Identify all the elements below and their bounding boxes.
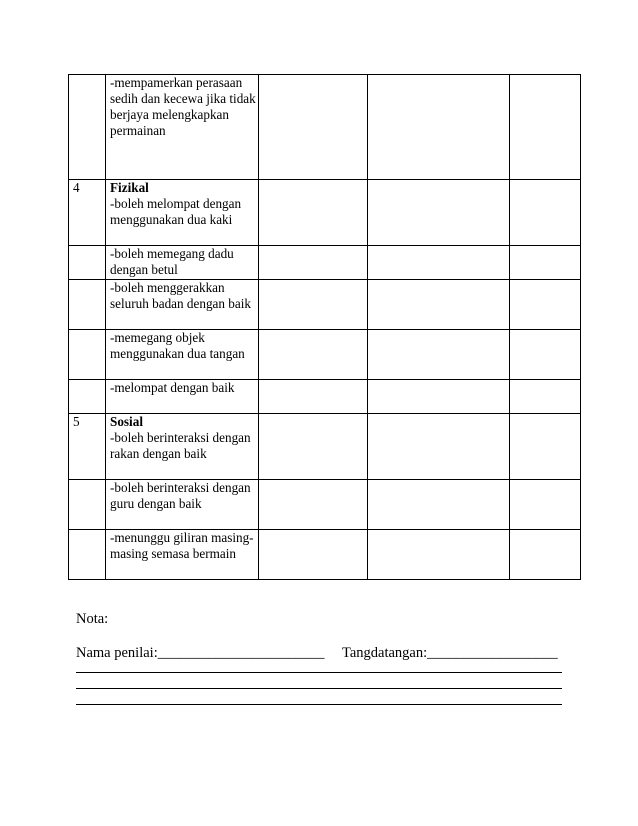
behaviour-cell [106,246,259,280]
behaviour-item: -boleh berinteraksi dengan guru dengan baik [110,480,251,511]
behaviour-item: -melompat dengan baik [110,380,235,395]
category-heading: Fizikal [110,180,149,195]
rating-cell-1[interactable] [259,330,368,380]
table-row [69,414,581,480]
rating-cell-1[interactable] [259,246,368,280]
behaviour-item: -menunggu giliran masing-masing semasa bermain [110,530,254,561]
row-number [69,280,106,330]
behaviour-item: -boleh berinteraksi dengan rakan dengan baik [110,430,251,461]
behaviour-cell [106,75,259,180]
rating-cell-1[interactable] [259,480,368,530]
row-number [69,380,106,414]
rating-cell-2[interactable] [368,180,510,246]
table-row [69,246,581,280]
behaviour-item: -mempamerkan perasaan sedih dan kecewa jika tidak berjaya melengkapkan permainan [110,75,256,138]
rating-cell-2[interactable] [368,75,510,180]
row-number [69,246,106,280]
rating-cell-1[interactable] [259,380,368,414]
behaviour-item: -boleh melompat dengan menggunakan dua kaki [110,196,242,227]
rating-cell-1[interactable] [259,414,368,480]
behaviour-cell [106,414,259,480]
behaviour-item: -memegang objek menggunakan dua tangan [110,330,245,361]
rating-cell-3[interactable] [510,414,581,480]
rating-cell-1[interactable] [259,180,368,246]
behaviour-cell [106,280,259,330]
behaviour-cell [106,180,259,246]
nota-label: Nota: [76,611,109,627]
rating-cell-1[interactable] [259,280,368,330]
checklist-body [69,75,581,580]
notes-line [76,704,562,705]
rating-cell-2[interactable] [368,330,510,380]
notes-lines [76,672,562,720]
row-number: 4 [69,180,106,246]
rating-cell-2[interactable] [368,414,510,480]
row-number [69,75,106,180]
rating-cell-3[interactable] [510,530,581,580]
behaviour-item: -boleh memegang dadu dengan betul [110,246,234,277]
behaviour-cell [106,530,259,580]
table-row [69,75,581,180]
behaviour-cell [106,480,259,530]
rating-cell-2[interactable] [368,280,510,330]
signature-row [76,645,576,662]
assessment-checklist-table [68,74,581,580]
behaviour-cell [106,330,259,380]
table-row [69,180,581,246]
table-row [69,330,581,380]
rating-cell-3[interactable] [510,380,581,414]
notes-line [76,672,562,673]
behaviour-cell [106,380,259,414]
table-row [69,380,581,414]
row-number: 5 [69,414,106,480]
rating-cell-3[interactable] [510,246,581,280]
rating-cell-2[interactable] [368,480,510,530]
rating-cell-2[interactable] [368,380,510,414]
signature-field: Tangdatangan:__________________ [342,645,558,661]
rating-cell-2[interactable] [368,246,510,280]
behaviour-item: -boleh menggerakkan seluruh badan dengan baik [110,280,251,311]
rating-cell-3[interactable] [510,480,581,530]
row-number [69,330,106,380]
category-heading: Sosial [110,414,143,429]
table-row [69,280,581,330]
notes-line [76,688,562,689]
table-row [69,480,581,530]
rating-cell-2[interactable] [368,530,510,580]
table-row [69,530,581,580]
rating-cell-1[interactable] [259,530,368,580]
rating-cell-3[interactable] [510,180,581,246]
rating-cell-1[interactable] [259,75,368,180]
rating-cell-3[interactable] [510,75,581,180]
rating-cell-3[interactable] [510,280,581,330]
rating-cell-3[interactable] [510,330,581,380]
row-number [69,480,106,530]
row-number [69,530,106,580]
assessor-name-field: Nama penilai:_______________________ [76,645,325,661]
